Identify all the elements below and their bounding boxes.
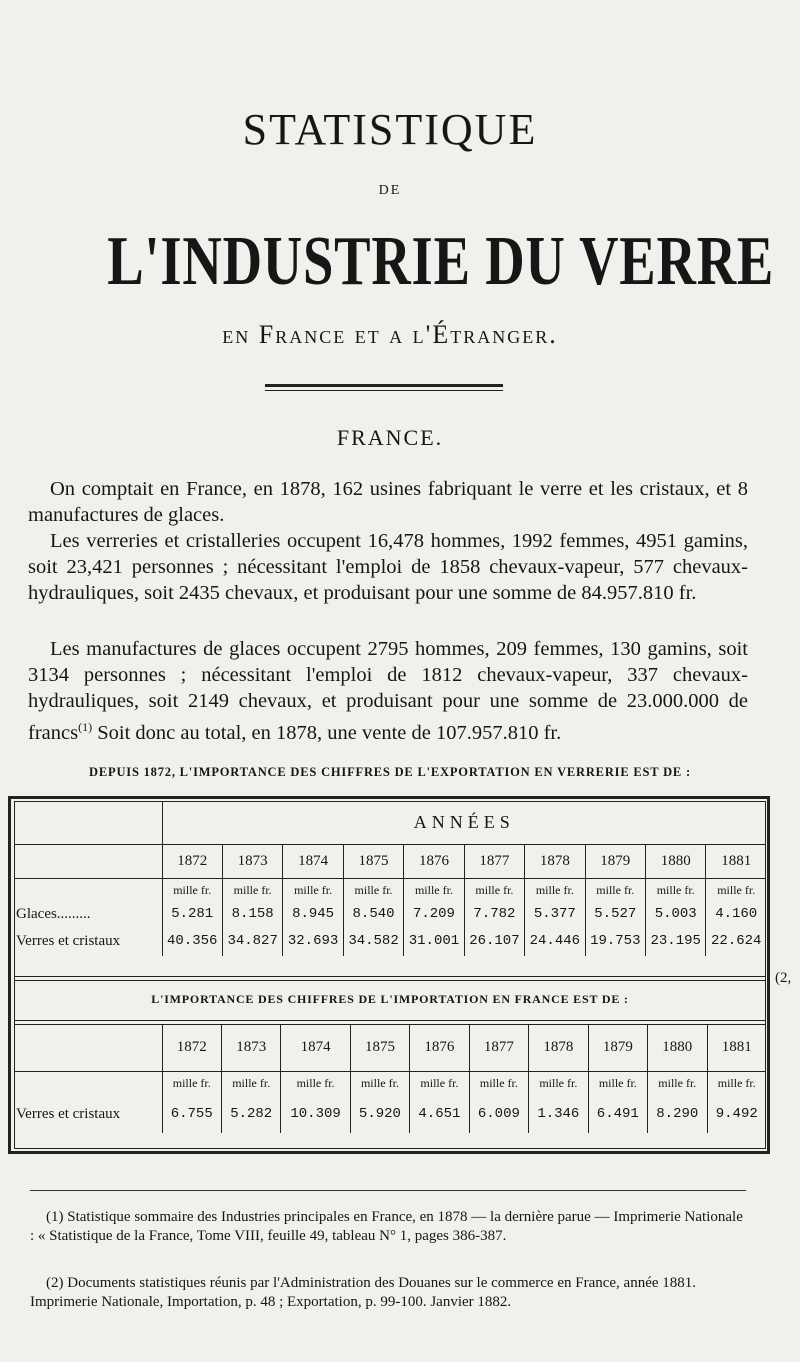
unit-cell: mille fr. <box>646 878 706 902</box>
value-cell: 5.281 <box>162 902 222 926</box>
value-cell: 34.582 <box>343 926 403 956</box>
export-row-glaces <box>14 902 766 926</box>
value-cell: 6.009 <box>469 1095 528 1133</box>
import-row-verres <box>14 1095 766 1133</box>
paragraph-usines: On comptait en France, en 1878, 162 usines fabriquant le verre et les cristaux, et 8 manufactures de glaces. <box>28 478 748 526</box>
export-table <box>14 802 766 956</box>
year-cell: 1875 <box>350 1025 409 1071</box>
unit-cell: mille fr. <box>222 878 282 902</box>
paragraph-verreries: Les verreries et cristalleries occupent 16,478 hommes, 1992 femmes, 4951 gamins, soit 23,421 personnes ; nécessitant l'emploi de 1858 chevaux-vapeur, 577 chevaux-hydrauliques, soit 2435 chevaux, et produisant pour une somme de 84.957.810 fr. <box>28 530 748 604</box>
year-cell: 1875 <box>343 844 403 878</box>
row-label: Glaces......... <box>16 905 91 922</box>
title-en-france: en France et a l'Étranger. <box>222 320 558 349</box>
value-cell: 8.290 <box>648 1095 707 1133</box>
value-cell: 19.753 <box>585 926 645 956</box>
value-cell: 34.827 <box>222 926 282 956</box>
unit-cell: mille fr. <box>469 1071 528 1095</box>
value-cell: 22.624 <box>706 926 766 956</box>
unit-cell: mille fr. <box>464 878 524 902</box>
value-cell: 4.651 <box>410 1095 469 1133</box>
unit-cell: mille fr. <box>283 878 343 902</box>
import-year-row <box>14 1025 766 1071</box>
year-cell: 1877 <box>464 844 524 878</box>
footnote-rule <box>30 1190 746 1191</box>
value-cell: 32.693 <box>283 926 343 956</box>
value-cell: 7.782 <box>464 902 524 926</box>
value-cell: 5.377 <box>525 902 585 926</box>
row-label: Verres et cristaux <box>16 932 121 949</box>
paragraph-glaces <box>28 636 748 746</box>
year-cell: 1872 <box>162 1025 221 1071</box>
row-label: Verres et cristaux <box>16 1105 121 1122</box>
value-cell: 24.446 <box>525 926 585 956</box>
footnote-1: (1) Statistique sommaire des Industries principales en France, en 1878 — la dernière parue — Imprimerie Nationale : « Statistique de la France, Tome VIII, feuille 49, tableau N° 1, pages 386-387. <box>30 1209 743 1244</box>
year-cell: 1878 <box>529 1025 588 1071</box>
year-cell: 1880 <box>648 1025 707 1071</box>
value-cell: 6.755 <box>162 1095 221 1133</box>
value-cell: 5.527 <box>585 902 645 926</box>
paragraph-glaces-text: Les manufactures de glaces occupent 2795 hommes, 209 femmes, 130 gamins, soit 3134 personnes ; nécessitant l'emploi de 1812 chevaux-vapeur, 337 chevaux-hydrauliques, soit 2149 chevaux, et produisant pour une somme de 23.000.000 de francs <box>28 638 748 744</box>
table-separator <box>14 976 766 981</box>
unit-cell: mille fr. <box>343 878 403 902</box>
year-cell: 1878 <box>525 844 585 878</box>
year-cell: 1872 <box>162 844 222 878</box>
value-cell: 23.195 <box>646 926 706 956</box>
value-cell: 9.492 <box>707 1095 766 1133</box>
annees-header: ANNÉES <box>162 802 766 844</box>
value-cell: 26.107 <box>464 926 524 956</box>
section-heading: FRANCE. <box>336 425 444 450</box>
year-cell: 1877 <box>469 1025 528 1071</box>
unit-cell: mille fr. <box>162 1071 221 1095</box>
value-cell: 5.282 <box>221 1095 280 1133</box>
value-cell: 10.309 <box>281 1095 350 1133</box>
year-cell: 1876 <box>410 1025 469 1071</box>
year-cell: 1876 <box>404 844 464 878</box>
export-caption: DEPUIS 1872, L'IMPORTANCE DES CHIFFRES DE L'EXPORTATION EN VERRERIE EST DE : <box>89 765 691 779</box>
import-unit-row <box>14 1071 766 1095</box>
value-cell: 31.001 <box>404 926 464 956</box>
value-cell: 7.209 <box>404 902 464 926</box>
unit-cell: mille fr. <box>648 1071 707 1095</box>
unit-cell: mille fr. <box>588 1071 647 1095</box>
side-note: (2, <box>775 970 792 986</box>
footnote-2: (2) Documents statistiques réunis par l'Administration des Douanes sur le commerce en France, année 1881. Imprimerie Nationale, Importation, p. 48 ; Exportation, p. 99-100. Janvier 1882. <box>30 1275 697 1310</box>
year-cell: 1881 <box>706 844 766 878</box>
year-cell: 1873 <box>221 1025 280 1071</box>
year-cell: 1879 <box>588 1025 647 1071</box>
unit-cell: mille fr. <box>707 1071 766 1095</box>
unit-cell: mille fr. <box>221 1071 280 1095</box>
year-cell: 1879 <box>585 844 645 878</box>
unit-cell: mille fr. <box>404 878 464 902</box>
year-cell: 1881 <box>707 1025 766 1071</box>
export-year-row <box>14 844 766 878</box>
title-de: DE <box>378 183 402 198</box>
import-caption: L'IMPORTANCE DES CHIFFRES DE L'IMPORTATION EN FRANCE EST DE : <box>151 992 629 1006</box>
export-row-verres <box>14 926 766 956</box>
unit-cell: mille fr. <box>410 1071 469 1095</box>
unit-cell: mille fr. <box>529 1071 588 1095</box>
value-cell: 40.356 <box>162 926 222 956</box>
unit-cell: mille fr. <box>281 1071 350 1095</box>
value-cell: 1.346 <box>529 1095 588 1133</box>
value-cell: 8.158 <box>222 902 282 926</box>
unit-cell: mille fr. <box>706 878 766 902</box>
unit-cell: mille fr. <box>350 1071 409 1095</box>
value-cell: 6.491 <box>588 1095 647 1133</box>
year-cell: 1874 <box>283 844 343 878</box>
value-cell: 5.003 <box>646 902 706 926</box>
unit-cell: mille fr. <box>585 878 645 902</box>
title-industrie-du-verre: L'INDUSTRIE DU VERRE <box>107 223 775 300</box>
footnote-ref-1: (1) <box>78 720 93 734</box>
value-cell: 8.540 <box>343 902 403 926</box>
value-cell: 8.945 <box>283 902 343 926</box>
year-cell: 1880 <box>646 844 706 878</box>
paragraph-glaces-total: Soit donc au total, en 1878, une vente de 107.957.810 fr. <box>92 721 562 744</box>
title-rule <box>265 384 503 391</box>
year-cell: 1873 <box>222 844 282 878</box>
unit-cell: mille fr. <box>525 878 585 902</box>
import-table <box>14 1025 766 1133</box>
unit-cell: mille fr. <box>162 878 222 902</box>
title-statistique: STATISTIQUE <box>242 105 538 154</box>
export-unit-row <box>14 878 766 902</box>
value-cell: 4.160 <box>706 902 766 926</box>
year-cell: 1874 <box>281 1025 350 1071</box>
value-cell: 5.920 <box>350 1095 409 1133</box>
